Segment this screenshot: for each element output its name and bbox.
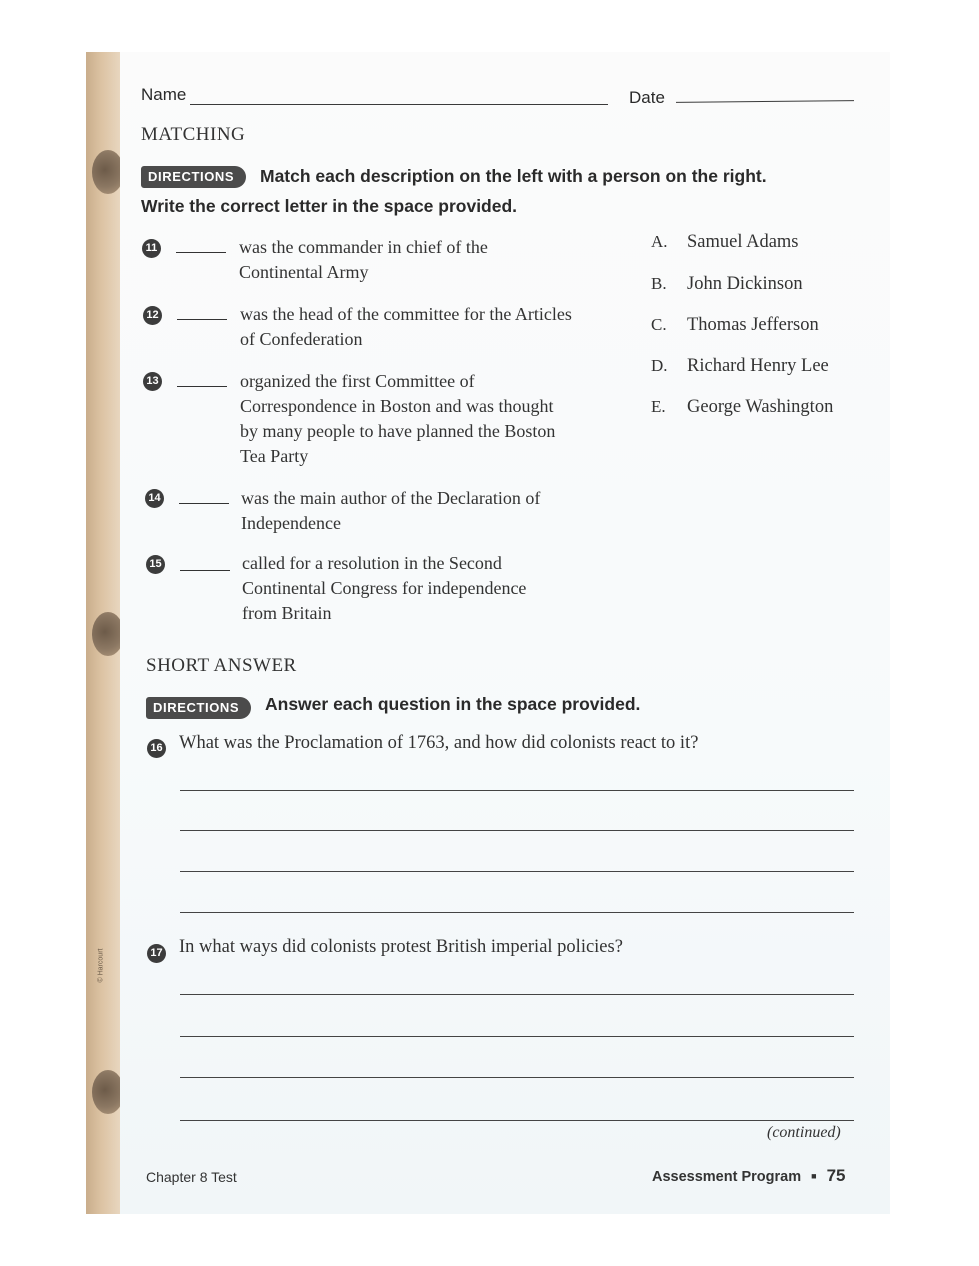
question-line: Continental Congress for independence xyxy=(242,578,527,598)
option-b xyxy=(651,274,803,295)
answer-line[interactable] xyxy=(180,1036,854,1037)
directions-badge: DIRECTIONS xyxy=(141,166,246,188)
option-e xyxy=(651,397,833,418)
date-label: Date xyxy=(629,88,665,107)
option-letter: B. xyxy=(651,274,667,293)
matching-question-text xyxy=(240,302,640,352)
question-line: was the main author of the Declaration of xyxy=(241,488,541,508)
question-number-badge: 13 xyxy=(143,372,162,391)
question-line: by many people to have planned the Boston xyxy=(240,421,556,441)
name-field-line[interactable] xyxy=(190,104,608,105)
short-answer-question-text: What was the Proclamation of 1763, and how did colonists react to it? xyxy=(179,733,699,753)
short-answer-directions: Answer each question in the space provided. xyxy=(265,694,641,714)
option-a xyxy=(651,232,799,253)
matching-question-text xyxy=(242,551,642,626)
question-number-badge: 11 xyxy=(142,239,161,258)
question-number-badge: 12 xyxy=(143,306,162,325)
question-line: Independence xyxy=(241,513,341,533)
option-letter: C. xyxy=(651,315,667,334)
question-line: of Confederation xyxy=(240,329,363,349)
option-name: John Dickinson xyxy=(687,274,803,294)
matching-question-text xyxy=(240,369,640,469)
name-label: Name xyxy=(141,85,187,104)
option-name: Thomas Jefferson xyxy=(687,315,819,335)
question-number-badge: 15 xyxy=(146,555,165,574)
question-line: was the commander in chief of the xyxy=(239,237,488,257)
option-letter: A. xyxy=(651,232,668,251)
matching-directions-line2: Write the correct letter in the space provided. xyxy=(141,196,518,216)
question-line: Tea Party xyxy=(240,446,309,466)
matching-section-title: MATCHING xyxy=(141,124,246,145)
short-answer-question-text: In what ways did colonists protest British imperial policies? xyxy=(179,937,623,957)
answer-line[interactable] xyxy=(180,830,854,831)
footer-program xyxy=(652,1166,846,1186)
question-number-badge: 16 xyxy=(147,739,166,758)
matching-question-text xyxy=(239,235,639,285)
option-name: George Washington xyxy=(687,397,834,417)
answer-blank-14[interactable] xyxy=(179,503,229,504)
answer-line[interactable] xyxy=(180,790,854,791)
copyright-notice: © Harcourt xyxy=(97,948,105,983)
answer-blank-13[interactable] xyxy=(177,386,227,387)
page-number: 75 xyxy=(826,1166,846,1185)
matching-question-text xyxy=(241,486,641,536)
answer-line[interactable] xyxy=(180,1077,854,1078)
question-number-badge: 17 xyxy=(147,944,166,963)
option-letter: E. xyxy=(651,397,666,416)
answer-blank-12[interactable] xyxy=(177,319,227,320)
short-answer-section-title: SHORT ANSWER xyxy=(146,655,297,676)
directions-badge: DIRECTIONS xyxy=(146,697,251,719)
matching-directions-line1: Match each description on the left with a person on the right. xyxy=(260,166,767,186)
answer-line[interactable] xyxy=(180,871,854,872)
option-name: Richard Henry Lee xyxy=(687,356,829,376)
footer-chapter-label: Chapter 8 Test xyxy=(146,1169,237,1185)
option-letter: D. xyxy=(651,356,668,375)
option-d xyxy=(651,356,829,377)
continued-note: (continued) xyxy=(767,1124,841,1141)
worksheet-page xyxy=(120,52,890,1214)
question-number-badge: 14 xyxy=(145,489,164,508)
question-line: called for a resolution in the Second xyxy=(242,553,502,573)
footer-program-label: Assessment Program xyxy=(652,1169,802,1185)
footer-bullet: ■ xyxy=(811,1171,817,1181)
answer-blank-15[interactable] xyxy=(180,570,230,571)
option-name: Samuel Adams xyxy=(687,232,799,252)
question-line: Continental Army xyxy=(239,262,369,282)
question-line: was the head of the committee for the Articles xyxy=(240,304,572,324)
answer-line[interactable] xyxy=(180,994,854,995)
answer-line[interactable] xyxy=(180,912,854,913)
question-line: from Britain xyxy=(242,603,332,623)
question-line: Correspondence in Boston and was thought xyxy=(240,396,554,416)
answer-blank-11[interactable] xyxy=(176,252,226,253)
answer-line[interactable] xyxy=(180,1120,854,1121)
option-c xyxy=(651,315,819,336)
question-line: organized the first Committee of xyxy=(240,371,475,391)
